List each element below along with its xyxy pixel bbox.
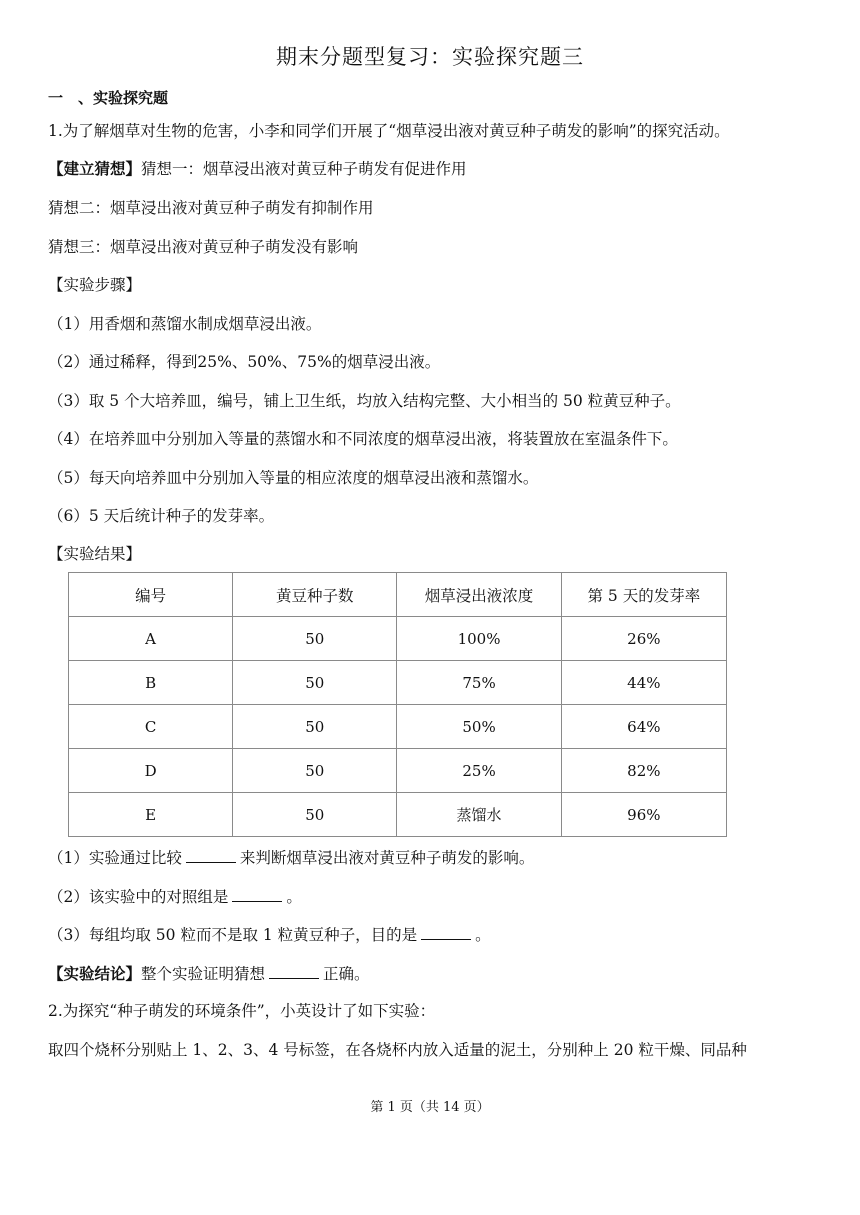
hypothesis-1: 猜想一：烟草浸出液对黄豆种子萌发有促进作用 (141, 160, 467, 178)
table-cell: 50% (397, 705, 561, 749)
table-cell: 64% (561, 705, 726, 749)
results-tag: 【实验结果】 (48, 545, 142, 563)
table-cell: 50 (233, 617, 397, 661)
question-1 (48, 845, 828, 870)
table-header: 黄豆种子数 (233, 573, 397, 617)
table-header: 编号 (69, 573, 233, 617)
table-cell: 100% (397, 617, 561, 661)
table-cell: 25% (397, 749, 561, 793)
table-cell: D (69, 749, 233, 793)
table-header: 烟草浸出液浓度 (397, 573, 561, 617)
answer-blank (232, 884, 282, 902)
q2-intro: 2.为探究“种子萌发的环境条件”，小英设计了如下实验： (48, 1002, 436, 1020)
table-cell: 75% (397, 661, 561, 705)
answer-blank (269, 961, 319, 979)
conclusion-text-end: 正确。 (323, 965, 370, 983)
question-2 (48, 884, 828, 909)
step-6: （6）5 天后统计种子的发芽率。 (48, 507, 275, 525)
table-cell: C (69, 705, 233, 749)
answer-blank (186, 845, 236, 863)
step-2: （2）通过稀释，得到25%、50%、75%的烟草浸出液。 (48, 353, 441, 371)
step-3: （3）取 5 个大培养皿，编号，铺上卫生纸，均放入结构完整、大小相当的 50 粒黄豆种子。 (48, 392, 681, 410)
question-1-text-end: 来判断烟草浸出液对黄豆种子萌发的影响。 (239, 849, 535, 867)
hypothesis-1-line (48, 157, 828, 181)
hypothesis-2: 猜想二：烟草浸出液对黄豆种子萌发有抑制作用 (48, 199, 374, 217)
conclusion-text: 整个实验证明猜想 (141, 965, 266, 983)
table-row (69, 661, 727, 705)
table-cell: 50 (233, 661, 397, 705)
table-row (69, 705, 727, 749)
table-header: 第 5 天的发芽率 (561, 573, 726, 617)
table-cell: 82% (561, 749, 726, 793)
hypothesis-3: 猜想三：烟草浸出液对黄豆种子萌发没有影响 (48, 238, 359, 256)
table-cell: B (69, 661, 233, 705)
conclusion-line (48, 961, 828, 986)
q1-intro: 1.为了解烟草对生物的危害，小李和同学们开展了“烟草浸出液对黄豆种子萌发的影响”的探究活动。 (48, 122, 730, 140)
table-cell: 50 (233, 793, 397, 837)
table-cell: E (69, 793, 233, 837)
page-footer: 第 1 页（共 14 页） (370, 1100, 490, 1115)
table-cell: 50 (233, 749, 397, 793)
question-2-text-end: 。 (286, 888, 302, 906)
step-5: （5）每天向培养皿中分别加入等量的相应浓度的烟草浸出液和蒸馏水。 (48, 469, 539, 487)
hypothesis-tag: 【建立猜想】 (48, 159, 142, 178)
question-2-text: （2）该实验中的对照组是 (48, 888, 229, 906)
table-cell: 96% (561, 793, 726, 837)
question-1-text: （1）实验通过比较 (48, 849, 182, 867)
step-4: （4）在培养皿中分别加入等量的蒸馏水和不同浓度的烟草浸出液，将装置放在室温条件下。 (48, 430, 678, 448)
table-row (69, 793, 727, 837)
step-1: （1）用香烟和蒸馏水制成烟草浸出液。 (48, 315, 322, 333)
steps-tag: 【实验步骤】 (48, 276, 142, 294)
q2-line-2: 取四个烧杯分别贴上 1、2、3、4 号标签，在各烧杯内放入适量的泥土，分别种上 20 粒干燥、同品种 (48, 1041, 747, 1059)
conclusion-tag: 【实验结论】 (48, 964, 142, 983)
results-table (68, 572, 727, 837)
page-title: 期末分题型复习：实验探究题三 (276, 45, 584, 69)
table-cell: 26% (561, 617, 726, 661)
table-cell: 蒸馏水 (397, 793, 561, 837)
table-cell: 50 (233, 705, 397, 749)
question-3-text: （3）每组均取 50 粒而不是取 1 粒黄豆种子，目的是 (48, 926, 418, 944)
section-heading: 一 、实验探究题 (48, 89, 169, 107)
question-3 (48, 922, 828, 947)
question-3-text-end: 。 (475, 926, 491, 944)
table-header-row (69, 573, 727, 617)
table-cell: 44% (561, 661, 726, 705)
answer-blank (421, 922, 471, 940)
table-row (69, 617, 727, 661)
table-row (69, 749, 727, 793)
table-cell: A (69, 617, 233, 661)
